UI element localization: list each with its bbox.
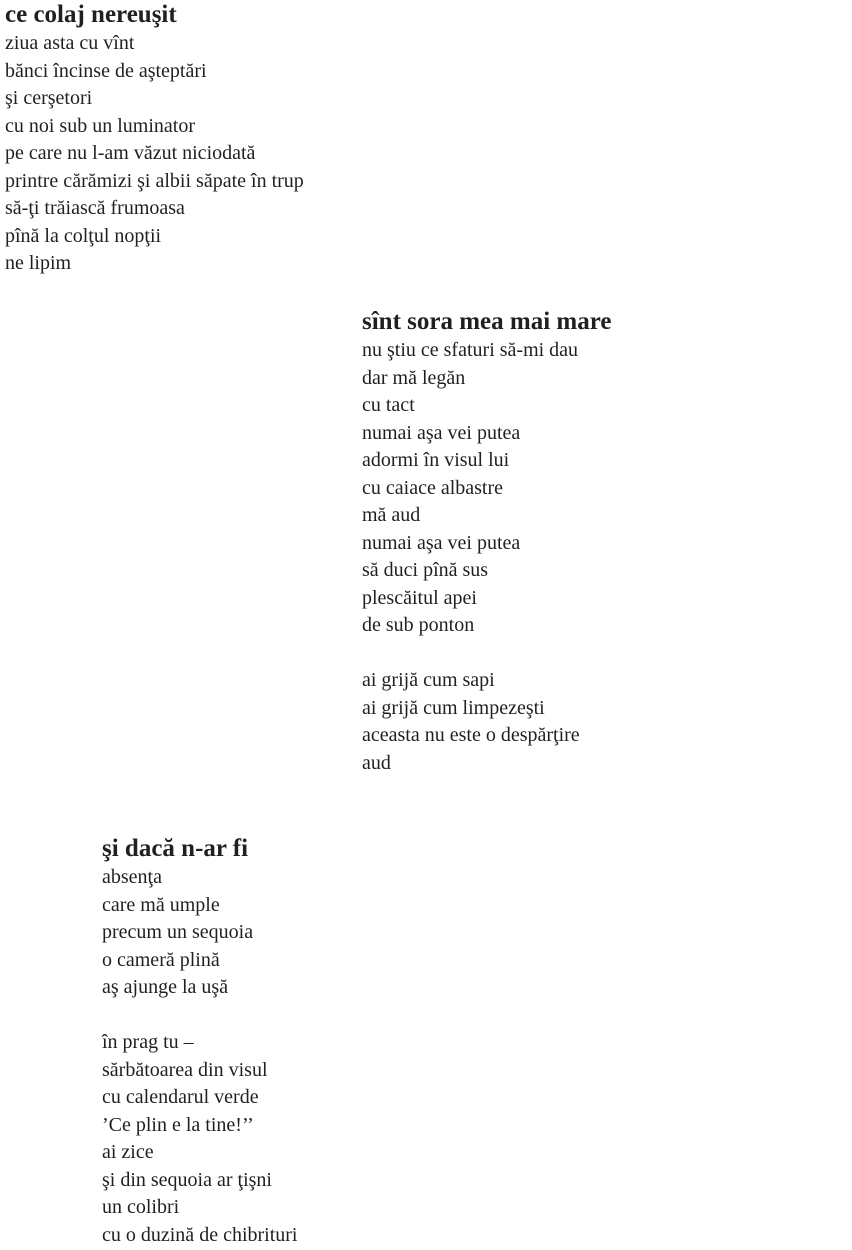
poem-line: în prag tu – <box>102 1031 194 1053</box>
poem-sint-sora-mea-mai-mare <box>362 307 612 777</box>
poem-stanza-list <box>5 30 304 278</box>
poem-line: ziua asta cu vînt <box>5 32 135 54</box>
poem-stanza-list <box>362 337 612 777</box>
poem-line: să duci pînă sus <box>362 559 489 581</box>
poem-line: ai grijă cum limpezeşti <box>362 696 545 719</box>
poem-line: precum un sequoia <box>102 921 254 943</box>
poem-line: cu noi sub un luminator <box>5 114 195 137</box>
poem-line: cu caiace albastre <box>362 476 504 499</box>
stanza-break <box>102 1002 298 1030</box>
poem-title: şi dacă n-ar fi <box>102 835 249 862</box>
poem-line: absenţa <box>102 866 162 888</box>
poem-line: bănci încinse de aşteptări <box>5 59 207 82</box>
poem-line: sărbătoarea din visul <box>102 1058 268 1081</box>
poem-line: cu o duzină de chibrituri <box>102 1223 298 1246</box>
poem-line: dar mă legăn <box>362 366 466 389</box>
poem-line: ai zice <box>102 1141 154 1163</box>
poem-title: sînt sora mea mai mare <box>362 308 612 335</box>
poem-line: ne lipim <box>5 252 72 274</box>
poem-line: printre cărămizi şi albii săpate în trup <box>5 169 304 192</box>
poem-line: numai aşa vei putea <box>362 531 521 554</box>
poem-line: o cameră plină <box>102 948 220 971</box>
poem-si-daca-n-ar-fi <box>102 834 298 1249</box>
stanza-break <box>362 640 612 668</box>
poem-line: şi din sequoia ar ţişni <box>102 1168 272 1191</box>
poem-line: aceasta nu este o despărţire <box>362 724 580 746</box>
poem-title: ce colaj nereuşit <box>5 1 177 28</box>
poem-ce-colaj-nereusit <box>5 0 304 278</box>
poem-line: mă aud <box>362 504 421 526</box>
poem-line: să-ţi trăiască frumoasa <box>5 197 185 219</box>
poem-line: ai grijă cum sapi <box>362 669 495 691</box>
poem-line: plescăitul apei <box>362 586 477 609</box>
poem-line: de sub ponton <box>362 614 475 636</box>
poem-line: numai aşa vei putea <box>362 421 521 444</box>
poem-line: şi cerşetori <box>5 87 93 109</box>
poem-line: aud <box>362 751 391 774</box>
poem-line: cu tact <box>362 394 415 416</box>
poem-line: care mă umple <box>102 893 220 916</box>
poem-line: cu calendarul verde <box>102 1086 259 1108</box>
poem-line: un colibri <box>102 1196 180 1218</box>
poem-line: pînă la colţul nopţii <box>5 224 162 247</box>
poem-line: aş ajunge la uşă <box>102 976 229 998</box>
poem-line: ’Ce plin e la tine!’’ <box>102 1113 254 1136</box>
poem-line: adormi în visul lui <box>362 449 510 471</box>
poem-line: pe care nu l-am văzut niciodată <box>5 142 256 164</box>
poem-line: nu ştiu ce sfaturi să-mi dau <box>362 339 579 361</box>
poem-stanza-list <box>102 864 298 1249</box>
